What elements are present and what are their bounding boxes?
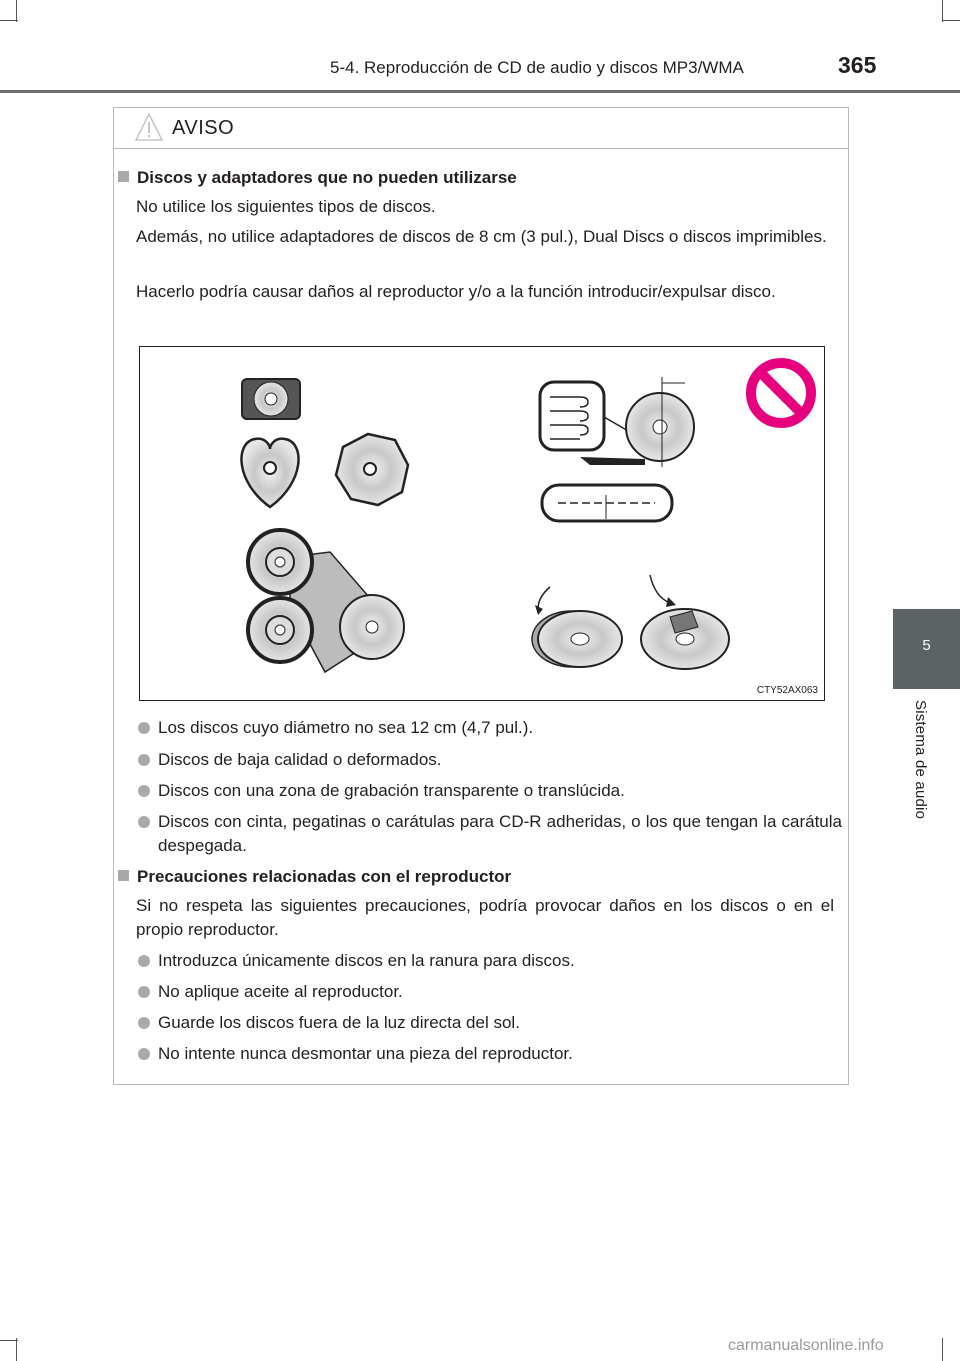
section-heading: Precauciones relacionadas con el reproductor xyxy=(118,867,511,887)
prohibition-icon xyxy=(751,363,811,423)
warning-header xyxy=(114,108,848,149)
chapter-label: Sistema de audio xyxy=(912,700,929,820)
list-item: Discos con cinta, pegatinas o carátulas para CD-R adheridas, o los que tengan la carátula despegada. xyxy=(138,810,842,858)
section-heading: Discos y adaptadores que no pueden utilizarse xyxy=(118,168,517,188)
card-disc xyxy=(242,379,300,419)
bullet-dot-icon xyxy=(138,816,150,828)
crop-mark xyxy=(942,1338,943,1361)
bullet-dot-icon xyxy=(138,754,150,766)
peeling-label-disc xyxy=(532,587,622,667)
disc-drawings xyxy=(140,347,824,700)
sticker-disc xyxy=(641,575,729,669)
warning-box xyxy=(113,107,849,1085)
crop-mark xyxy=(16,0,17,22)
polygon-disc xyxy=(336,434,408,505)
header-rule xyxy=(0,90,960,93)
square-bullet-icon xyxy=(118,171,129,182)
bullet-dot-icon xyxy=(138,1048,150,1060)
crop-mark xyxy=(16,1338,17,1361)
crop-mark xyxy=(942,20,960,21)
figure-code: CTY52AX063 xyxy=(756,685,818,696)
list-item: No aplique aceite al reproductor. xyxy=(138,980,842,1004)
bullet-dot-icon xyxy=(138,986,150,998)
list-item: Guarde los discos fuera de la luz directa del sol. xyxy=(138,1011,842,1035)
square-bullet-icon xyxy=(118,870,129,881)
paragraph: Si no respeta las siguientes precauciones, podría provocar daños en los discos o en el propio reproductor. xyxy=(136,896,834,939)
paragraph: No utilice los siguientes tipos de discos. xyxy=(136,197,436,216)
bullet-dot-icon xyxy=(138,1017,150,1029)
section-title: 5-4. Reproducción de CD de audio y discos MP3/WMA xyxy=(330,58,744,77)
paragraph: Además, no utilice adaptadores de discos de 8 cm (3 pul.), Dual Discs o discos imprimibles. xyxy=(136,227,827,246)
discs-illustration xyxy=(139,346,825,701)
bullet-dot-icon xyxy=(138,722,150,734)
warning-label: AVISO xyxy=(172,117,235,139)
warning-triangle-icon xyxy=(134,112,164,142)
page-number: 365 xyxy=(838,52,877,78)
chapter-number: 5 xyxy=(922,637,931,654)
bullet-dot-icon xyxy=(138,955,150,967)
list-item: Los discos cuyo diámetro no sea 12 cm (4,7 pul.). xyxy=(138,716,842,740)
list-item: Discos con una zona de grabación transparente o translúcida. xyxy=(138,779,842,803)
bullet-dot-icon xyxy=(138,785,150,797)
paragraph: Hacerlo podría causar daños al reproductor y/o a la función introducir/expulsar disco. xyxy=(136,282,776,301)
footer-watermark: carmanualsonline.info xyxy=(728,1337,884,1354)
heart-disc xyxy=(241,439,298,507)
list-item: No intente nunca desmontar una pieza del reproductor. xyxy=(138,1042,842,1066)
adapter-discs xyxy=(248,530,404,672)
list-item: Discos de baja calidad o deformados. xyxy=(138,748,842,772)
crop-mark xyxy=(0,20,18,21)
chapter-tab xyxy=(893,609,960,689)
crop-mark xyxy=(942,0,943,22)
list-item: Introduzca únicamente discos en la ranura para discos. xyxy=(138,949,842,973)
dual-disc-section xyxy=(540,377,694,521)
crop-mark xyxy=(0,1340,18,1341)
